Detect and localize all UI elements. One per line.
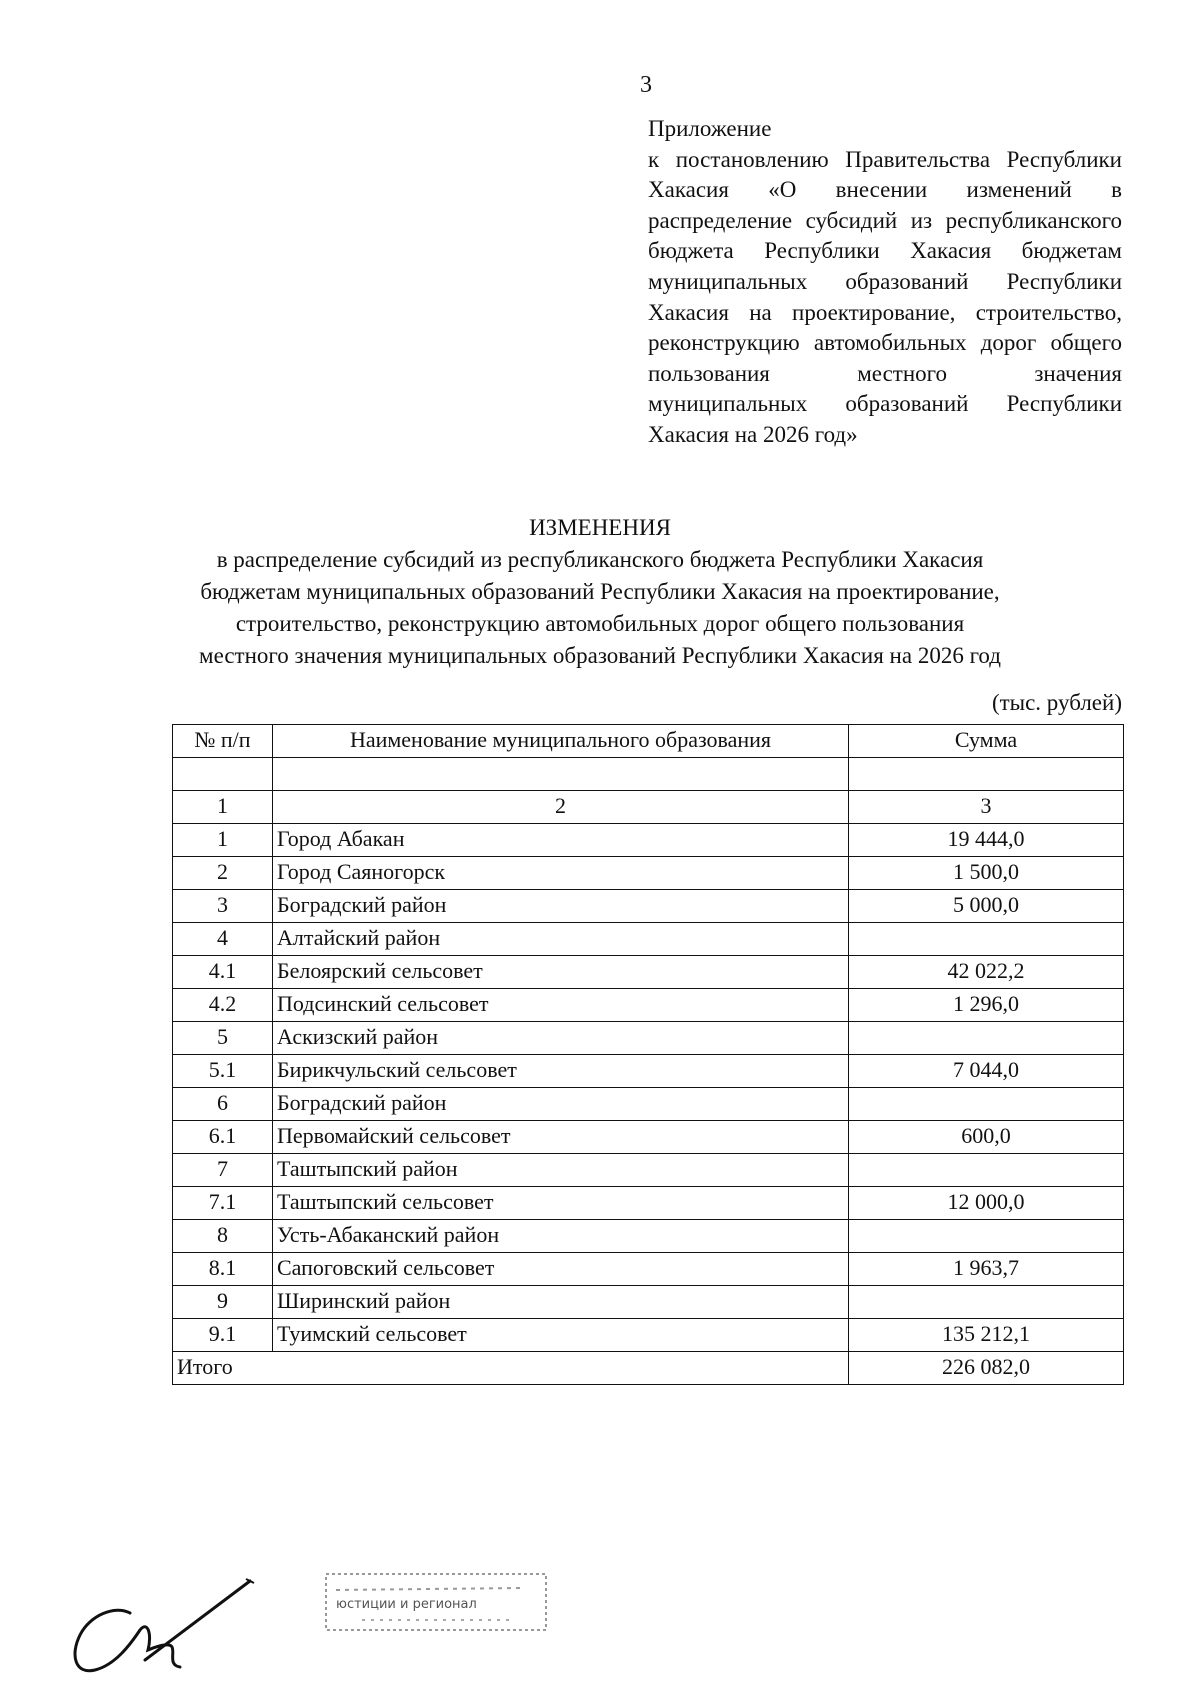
table-row	[173, 857, 1124, 890]
row-number: 5	[173, 1022, 273, 1055]
row-name: Сапоговский сельсовет	[273, 1253, 849, 1286]
total-sum: 226 082,0	[849, 1352, 1124, 1385]
column-number: 3	[849, 791, 1124, 824]
row-sum: 42 022,2	[849, 956, 1124, 989]
row-sum: 1 500,0	[849, 857, 1124, 890]
row-number: 6.1	[173, 1121, 273, 1154]
signature	[60, 1575, 260, 1685]
table-row	[173, 923, 1124, 956]
row-name: Город Саяногорск	[273, 857, 849, 890]
appendix-block	[648, 114, 1122, 451]
row-number: 4.2	[173, 989, 273, 1022]
row-number: 4	[173, 923, 273, 956]
row-name: Первомайский сельсовет	[273, 1121, 849, 1154]
heading-line: бюджетам муниципальных образований Республики Хакасия на проектирование,	[200, 579, 1000, 604]
row-sum: 19 444,0	[849, 824, 1124, 857]
row-number: 3	[173, 890, 273, 923]
row-name: Алтайский район	[273, 923, 849, 956]
total-row	[173, 1352, 1124, 1385]
row-name: Усть-Абаканский район	[273, 1220, 849, 1253]
row-number: 7.1	[173, 1187, 273, 1220]
row-number: 9.1	[173, 1319, 273, 1352]
row-number: 4.1	[173, 956, 273, 989]
row-name: Боградский район	[273, 890, 849, 923]
row-name: Таштыпский сельсовет	[273, 1187, 849, 1220]
column-number: 1	[173, 791, 273, 824]
table-row	[173, 1187, 1124, 1220]
row-sum: 600,0	[849, 1121, 1124, 1154]
row-number: 7	[173, 1154, 273, 1187]
table-row	[173, 1088, 1124, 1121]
table-row	[173, 890, 1124, 923]
header-name: Наименование муниципального образования	[273, 725, 849, 758]
row-sum	[849, 1088, 1124, 1121]
row-name: Ширинский район	[273, 1286, 849, 1319]
row-sum	[849, 1286, 1124, 1319]
table-row	[173, 824, 1124, 857]
row-sum: 5 000,0	[849, 890, 1124, 923]
table-header-row	[173, 725, 1124, 758]
row-name: Подсинский сельсовет	[273, 989, 849, 1022]
heading-line: строительство, реконструкцию автомобильных дорог общего пользования	[235, 611, 965, 636]
column-numbers-row	[173, 791, 1124, 824]
column-number: 2	[273, 791, 849, 824]
table-row	[173, 956, 1124, 989]
document-heading	[0, 512, 1200, 672]
row-name: Город Абакан	[273, 824, 849, 857]
table-row	[173, 1253, 1124, 1286]
table-row	[173, 1220, 1124, 1253]
row-sum	[849, 1154, 1124, 1187]
page-number: 3	[640, 72, 652, 98]
stamp-text: юстиции и регионал	[336, 1597, 477, 1612]
appendix-text: к постановлению Правительства Республики Хакасия «О внесении изменений в распределение субсидий из республиканского бюджета Республики Хакасия бюджетам муниципальных образований Республики Хакасия на проектирование, строительство, реконструкцию автомобильных дорог общего пользования местного значения муниципальных образований Республики Хакасия на 2026 год»	[648, 146, 1122, 447]
row-name: Белоярский сельсовет	[273, 956, 849, 989]
table-row	[173, 1319, 1124, 1352]
header-number: № п/п	[173, 725, 273, 758]
row-sum	[849, 1220, 1124, 1253]
row-number: 8	[173, 1220, 273, 1253]
registration-stamp	[322, 1568, 552, 1640]
row-name: Аскизский район	[273, 1022, 849, 1055]
table-row	[173, 1055, 1124, 1088]
units-note: (тыс. рублей)	[991, 690, 1122, 715]
table-row	[173, 1286, 1124, 1319]
heading-line: местного значения муниципальных образований Республики Хакасия на 2026 год	[199, 643, 1001, 668]
appendix-label: Приложение	[648, 116, 772, 141]
header-sum: Сумма	[849, 725, 1124, 758]
row-sum: 135 212,1	[849, 1319, 1124, 1352]
table-row	[173, 1121, 1124, 1154]
row-sum	[849, 923, 1124, 956]
row-number: 1	[173, 824, 273, 857]
row-sum: 1 296,0	[849, 989, 1124, 1022]
row-number: 6	[173, 1088, 273, 1121]
total-label: Итого	[173, 1352, 849, 1385]
header-gap	[173, 758, 1124, 791]
table-row	[173, 1154, 1124, 1187]
row-number: 5.1	[173, 1055, 273, 1088]
row-name: Туимский сельсовет	[273, 1319, 849, 1352]
row-sum: 1 963,7	[849, 1253, 1124, 1286]
row-number: 9	[173, 1286, 273, 1319]
row-sum: 7 044,0	[849, 1055, 1124, 1088]
subsidy-table	[172, 724, 1124, 1385]
row-number: 8.1	[173, 1253, 273, 1286]
row-sum: 12 000,0	[849, 1187, 1124, 1220]
row-name: Таштыпский район	[273, 1154, 849, 1187]
row-number: 2	[173, 857, 273, 890]
table-row	[173, 989, 1124, 1022]
row-sum	[849, 1022, 1124, 1055]
heading-line: в распределение субсидий из республиканского бюджета Республики Хакасия	[216, 547, 984, 572]
row-name: Боградский район	[273, 1088, 849, 1121]
row-name: Бирикчульский сельсовет	[273, 1055, 849, 1088]
document-title: ИЗМЕНЕНИЯ	[529, 515, 671, 540]
table-row	[173, 1022, 1124, 1055]
